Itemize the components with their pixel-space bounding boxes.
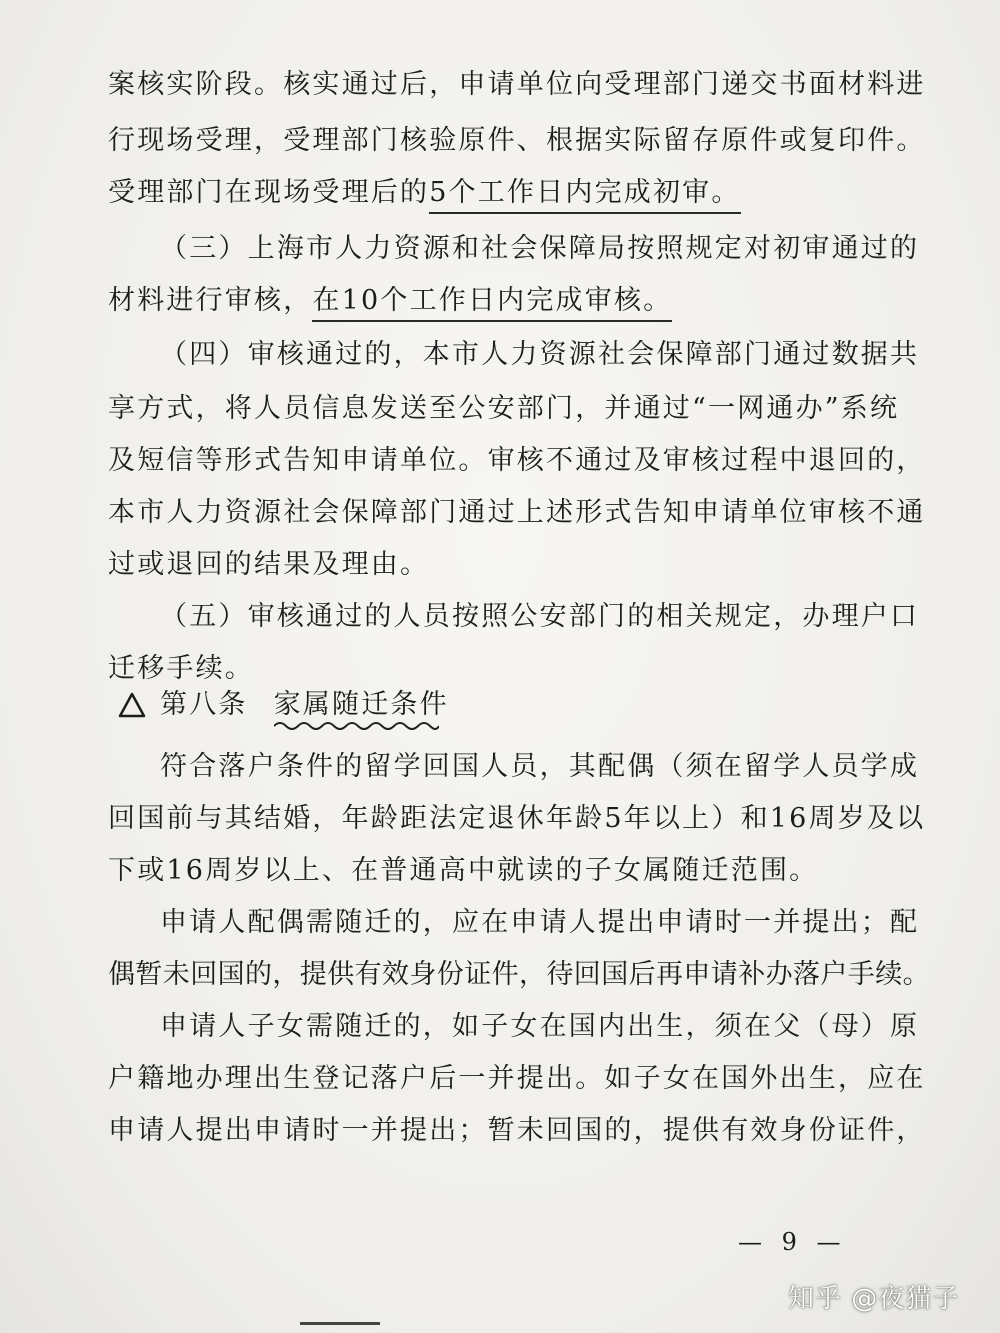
underlined-deadline-review: 在10个工作日内完成审核。 bbox=[312, 285, 672, 322]
text-line-14: 回国前与其结婚，年龄距法定退休年龄5年以上）和16周岁及以 bbox=[108, 803, 926, 834]
article-heading bbox=[160, 688, 449, 722]
text-line-5 bbox=[108, 284, 672, 318]
text-line-1: 案核实阶段。核实通过后，申请单位向受理部门递交书面材料进 bbox=[108, 69, 926, 100]
text-line-15: 下或16周岁以上、在普通高中就读的子女属随迁范围。 bbox=[108, 855, 819, 886]
text-line-10: 过或退回的结果及理由。 bbox=[108, 549, 430, 580]
text-line-6: （四）审核通过的，本市人力资源社会保障部门通过数据共 bbox=[160, 339, 920, 370]
text-line-2: 行现场受理，受理部门核验原件、根据实际留存原件或复印件。 bbox=[108, 125, 926, 156]
text-fragment: 材料进行审核， bbox=[108, 285, 313, 316]
text-line-7: 享方式，将人员信息发送至公安部门，并通过“一网通办”系统 bbox=[108, 393, 900, 424]
text-line-8: 及短信等形式告知申请单位。审核不通过及审核过程中退回的， bbox=[108, 445, 926, 476]
text-line-19: 户籍地办理出生登记落户后一并提出。如子女在国外出生，应在 bbox=[108, 1063, 926, 1094]
text-line-4: （三）上海市人力资源和社会保障局按照规定对初审通过的 bbox=[160, 233, 920, 264]
page-number: — 9 — bbox=[738, 1228, 847, 1256]
bottom-edge-mark bbox=[300, 1322, 380, 1325]
article-title: 家属随迁条件 bbox=[274, 688, 449, 722]
text-line-11: （五）审核通过的人员按照公安部门的相关规定，办理户口 bbox=[160, 601, 920, 632]
text-line-9: 本市人力资源社会保障部门通过上述形式告知申请单位审核不通 bbox=[108, 497, 926, 528]
text-line-3 bbox=[108, 176, 741, 210]
text-fragment: 受理部门在现场受理后的 bbox=[108, 177, 430, 208]
text-line-12: 迁移手续。 bbox=[108, 653, 254, 684]
watermark: 知乎 @夜猫子 bbox=[788, 1284, 960, 1314]
text-line-17: 偶暂未回国的，提供有效身份证件，待回国后再申请补办落户手续。 bbox=[108, 959, 930, 990]
underlined-deadline-initial-review: 5个工作日内完成初审。 bbox=[429, 177, 740, 214]
article-number: 第八条 bbox=[160, 689, 248, 720]
wavy-underline-icon bbox=[274, 720, 439, 732]
triangle-outline-icon bbox=[118, 692, 146, 718]
text-line-13: 符合落户条件的留学回国人员，其配偶（须在留学人员学成 bbox=[160, 751, 920, 782]
text-line-20: 申请人提出申请时一并提出；暂未回国的，提供有效身份证件， bbox=[108, 1115, 926, 1146]
text-line-16: 申请人配偶需随迁的，应在申请人提出申请时一并提出；配 bbox=[160, 907, 920, 938]
text-line-18: 申请人子女需随迁的，如子女在国内出生，须在父（母）原 bbox=[160, 1011, 920, 1042]
